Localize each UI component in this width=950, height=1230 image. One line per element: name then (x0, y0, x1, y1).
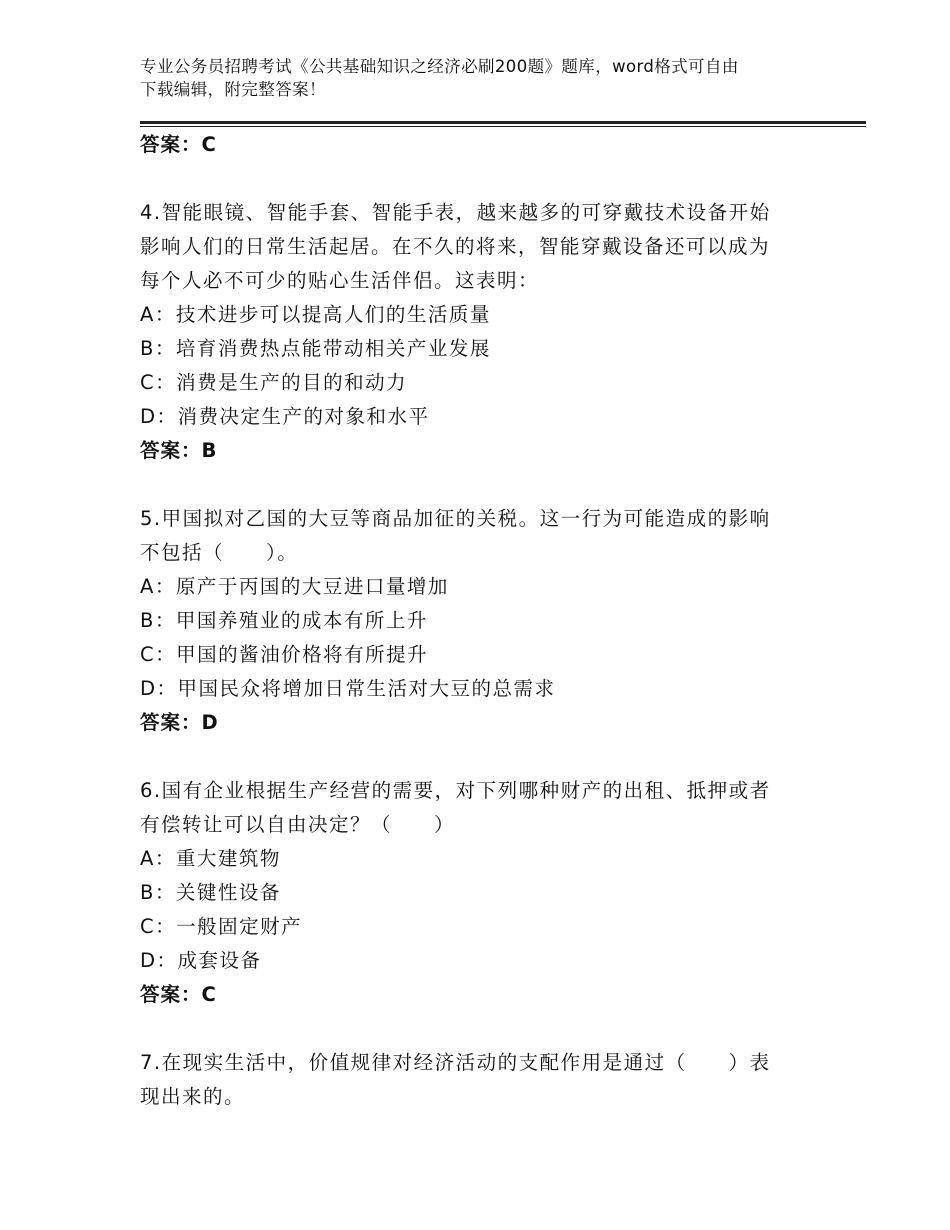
header-line-2: 下载编辑，附完整答案！ (140, 80, 326, 99)
document-header (140, 55, 820, 101)
question-text-line: 影响人们的日常生活起居。在不久的将来，智能穿戴设备还可以成为 (140, 235, 771, 258)
question-text-line: 6.国有企业根据生产经营的需要，对下列哪种财产的出租、抵押或者 (140, 779, 771, 802)
header-line-1: 专业公务员招聘考试《公共基础知识之经济必刷200题》题库，word格式可自由 (140, 57, 739, 76)
answer-label: 答案：C (140, 983, 217, 1006)
question-text-line: 5.甲国拟对乙国的大豆等商品加征的关税。这一行为可能造成的影响 (140, 507, 771, 530)
spacer (140, 740, 820, 774)
question-text-line: 有偿转让可以自由决定？（ ） (140, 813, 456, 836)
header-rule-thick (140, 121, 866, 124)
option-b: B：甲国养殖业的成本有所上升 (140, 609, 428, 632)
option-b: B：培育消费热点能带动相关产业发展 (140, 337, 491, 360)
option-c: C：消费是生产的目的和动力 (140, 371, 408, 394)
answer-label: 答案：C (140, 133, 217, 156)
option-a: A：重大建筑物 (140, 847, 281, 870)
option-b: B：关键性设备 (140, 881, 281, 904)
question-block (140, 502, 820, 740)
question-text-line: 4.智能眼镜、智能手套、智能手表，越来越多的可穿戴技术设备开始 (140, 201, 771, 224)
question-block (140, 1046, 820, 1114)
answer-label: 答案：D (140, 711, 219, 734)
question-text-line: 每个人必不可少的贴心生活伴侣。这表明： (140, 269, 540, 292)
question-text-line: 7.在现实生活中，价值规律对经济活动的支配作用是通过（ ）表 (140, 1051, 771, 1074)
question-block (140, 774, 820, 1012)
option-d: D：成套设备 (140, 949, 262, 972)
option-a: A：技术进步可以提高人们的生活质量 (140, 303, 491, 326)
spacer (140, 1012, 820, 1046)
question-text-line: 现出来的。 (140, 1085, 246, 1108)
option-c: C：甲国的酱油价格将有所提升 (140, 643, 429, 666)
question-text-line: 不包括（ ）。 (140, 541, 299, 564)
document-body (140, 128, 820, 1114)
header-rule-thin (140, 126, 866, 127)
spacer (140, 468, 820, 502)
spacer (140, 162, 820, 196)
option-a: A：原产于丙国的大豆进口量增加 (140, 575, 449, 598)
option-d: D：甲国民众将增加日常生活对大豆的总需求 (140, 677, 556, 700)
option-d: D：消费决定生产的对象和水平 (140, 405, 430, 428)
answer-label: 答案：B (140, 439, 218, 462)
question-block (140, 196, 820, 468)
option-c: C：一般固定财产 (140, 915, 303, 938)
